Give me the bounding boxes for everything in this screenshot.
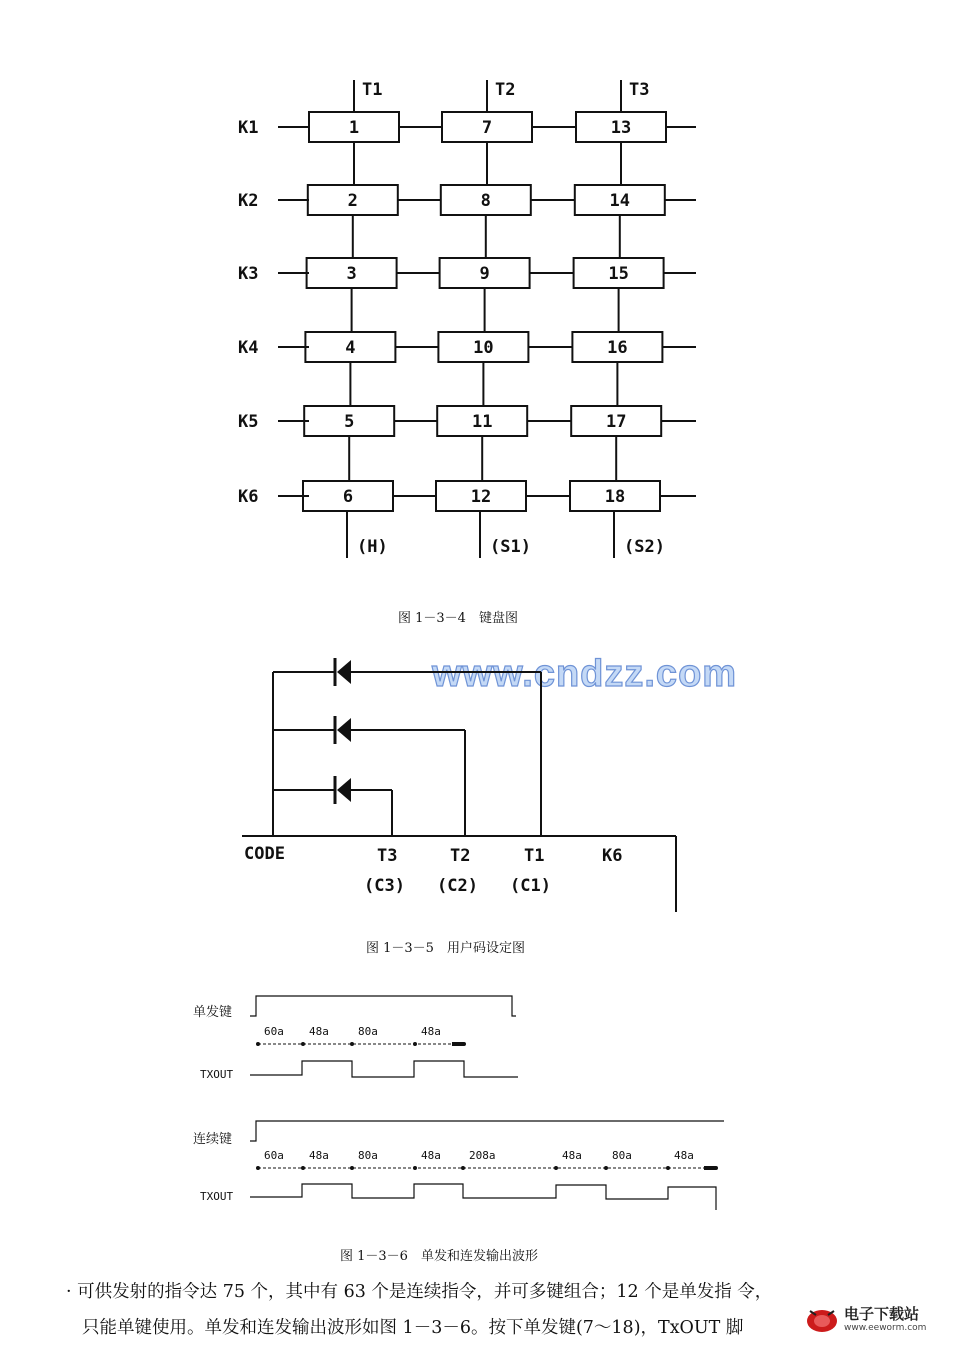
row-label-k3: K3	[238, 264, 259, 284]
site-badge[interactable]	[804, 1301, 954, 1339]
label-code: CODE	[244, 844, 285, 864]
interval-label: 48a	[421, 1025, 441, 1038]
row-label-k1: K1	[238, 118, 259, 138]
key-number: 5	[344, 412, 355, 432]
single-key-gate	[250, 996, 516, 1016]
interval-label: 208a	[469, 1149, 496, 1162]
key-number: 15	[608, 264, 629, 284]
timeline-tick	[301, 1042, 305, 1046]
badge-title: 电子下载站	[844, 1305, 920, 1323]
key-number: 4	[345, 338, 356, 358]
badge-url: www.eeworm.com	[844, 1323, 927, 1333]
key-number: 7	[481, 118, 493, 138]
keyboard-diagram	[238, 80, 696, 558]
interval-label: 48a	[674, 1149, 694, 1162]
diode-2-icon	[335, 716, 351, 744]
timeline-tick	[604, 1166, 608, 1170]
key-number: 9	[479, 264, 490, 284]
interval-label: 80a	[358, 1149, 378, 1162]
label-t2: T2	[450, 846, 471, 866]
key-number: 18	[604, 487, 626, 507]
continuous-timeline	[256, 1149, 718, 1170]
continuous-txout-label: TXOUT	[200, 1190, 234, 1203]
key-number: 8	[480, 191, 491, 211]
diode-1-icon	[335, 658, 351, 686]
key-number: 1	[348, 118, 360, 138]
bottom-label: (H)	[357, 537, 388, 557]
timeline-tick	[256, 1166, 260, 1170]
label-t3: T3	[377, 846, 398, 866]
paragraph-line-2: 只能单键使用。单发和连发输出波形如图 1－3－6。按下单发键(7～18)，TxOUT 脚	[82, 1318, 744, 1338]
timeline-tick	[413, 1166, 417, 1170]
usercode-caption: 图 1－3－5 用户码设定图	[366, 941, 525, 956]
continuous-txout-wave	[250, 1184, 716, 1210]
continuous-key-label: 连续键	[193, 1132, 233, 1147]
row-label-k4: K4	[238, 338, 259, 358]
interval-label: 80a	[358, 1025, 378, 1038]
timeline-end-marker	[704, 1166, 716, 1170]
column-label-t2: T2	[495, 80, 516, 100]
label-k6: K6	[602, 846, 623, 866]
timeline-tick	[413, 1042, 417, 1046]
timeline-tick	[301, 1166, 305, 1170]
timeline-tick	[666, 1166, 670, 1170]
interval-label: 48a	[309, 1149, 329, 1162]
single-timeline	[256, 1025, 466, 1046]
key-number: 16	[607, 338, 628, 358]
timeline-tick	[554, 1166, 558, 1170]
single-key-label: 单发键	[193, 1005, 233, 1020]
interval-label: 48a	[421, 1149, 441, 1162]
interval-label: 60a	[264, 1025, 284, 1038]
timeline-tick	[350, 1166, 354, 1170]
key-number: 3	[346, 264, 357, 284]
column-label-t1: T1	[362, 80, 383, 100]
key-number: 13	[610, 118, 632, 138]
timeline-end-marker	[452, 1042, 464, 1046]
label-c3: (C3)	[364, 876, 405, 896]
waveform-caption: 图 1－3－6 单发和连发输出波形	[340, 1249, 538, 1264]
key-number: 11	[471, 412, 493, 432]
bottom-label: (S1)	[490, 537, 531, 557]
interval-label: 60a	[264, 1149, 284, 1162]
row-label-k2: K2	[238, 191, 259, 211]
label-t1: T1	[524, 846, 545, 866]
timeline-tick	[256, 1042, 260, 1046]
key-number: 6	[342, 487, 354, 507]
single-txout-wave	[250, 1061, 518, 1077]
bottom-label: (S2)	[624, 537, 665, 557]
paragraph-line-1: · 可供发射的指令达 75 个，其中有 63 个是连续指令，并可多键组合；12 个是单发指 令，	[66, 1282, 773, 1302]
key-number: 14	[609, 191, 631, 211]
single-txout-label: TXOUT	[200, 1068, 234, 1081]
key-number: 10	[473, 338, 494, 358]
key-number: 17	[605, 412, 627, 432]
timeline-tick	[350, 1042, 354, 1046]
interval-label: 48a	[309, 1025, 329, 1038]
interval-label: 48a	[562, 1149, 582, 1162]
interval-label: 80a	[612, 1149, 632, 1162]
watermark: www.cndzz.com	[432, 653, 738, 695]
key-number: 12	[470, 487, 492, 507]
row-label-k6: K6	[238, 487, 259, 507]
diode-3-icon	[335, 776, 351, 804]
key-number: 2	[347, 191, 358, 211]
label-c1: (C1)	[510, 876, 551, 896]
bug-logo-icon	[804, 1303, 840, 1335]
continuous-key-gate	[250, 1121, 724, 1141]
row-label-k5: K5	[238, 412, 259, 432]
label-c2: (C2)	[437, 876, 478, 896]
timeline-tick	[461, 1166, 465, 1170]
keyboard-caption: 图 1－3－4 键盘图	[398, 611, 518, 626]
column-label-t3: T3	[629, 80, 650, 100]
